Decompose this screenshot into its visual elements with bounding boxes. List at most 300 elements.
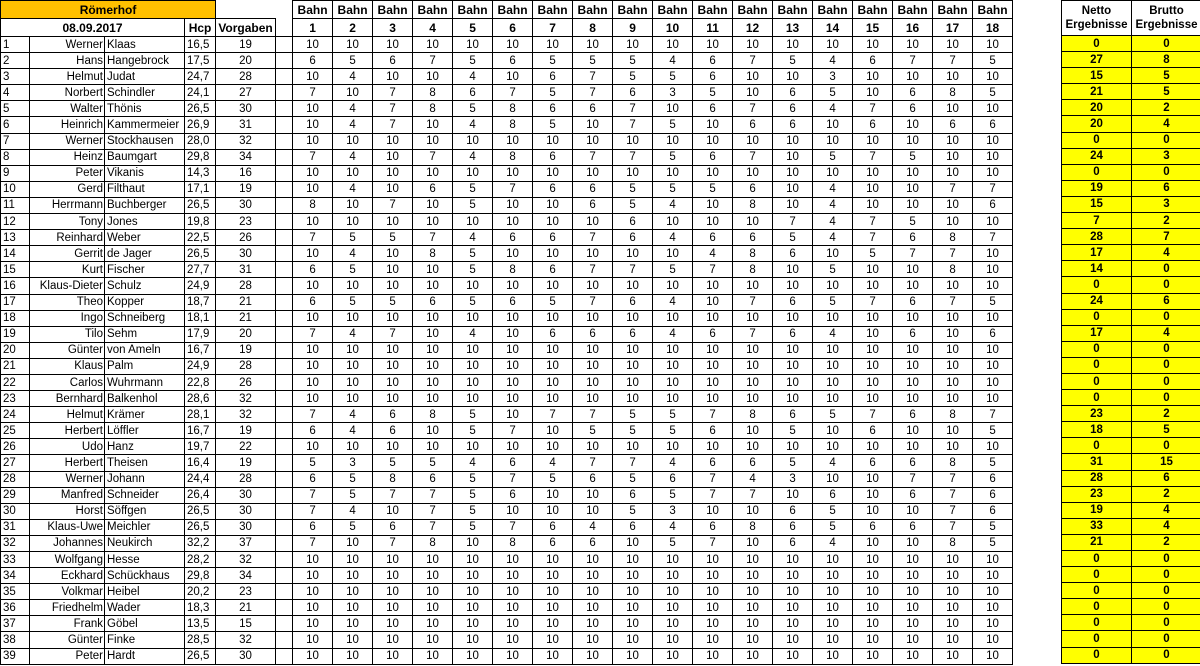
result-row — [1062, 631, 1200, 647]
hole-score-cell: 5 — [653, 535, 693, 551]
spacer-cell — [276, 342, 293, 358]
vorgaben-cell: 30 — [216, 648, 276, 664]
hole-score-cell: 10 — [373, 262, 413, 278]
hole-score-cell: 7 — [573, 262, 613, 278]
vorgaben-cell: 31 — [216, 262, 276, 278]
hole-score-cell: 10 — [613, 37, 653, 53]
last-name-cell: Löffler — [105, 423, 185, 439]
hole-score-cell: 5 — [773, 53, 813, 69]
hole-score-cell: 6 — [613, 326, 653, 342]
hole-score-cell: 5 — [973, 53, 1013, 69]
hole-score-cell: 10 — [813, 439, 853, 455]
hole-score-cell: 8 — [493, 149, 533, 165]
hole-score-cell: 10 — [893, 632, 933, 648]
first-name-cell: Herrmann — [30, 197, 105, 213]
hole-score-cell: 6 — [893, 85, 933, 101]
hole-score-cell: 10 — [653, 391, 693, 407]
hole-score-cell: 8 — [933, 535, 973, 551]
hcp-cell: 26,5 — [185, 246, 216, 262]
results-table — [1061, 0, 1200, 664]
hole-score-cell: 8 — [413, 535, 453, 551]
hole-score-cell: 10 — [533, 487, 573, 503]
hole-score-cell: 5 — [413, 455, 453, 471]
hole-score-cell: 10 — [613, 616, 653, 632]
hole-score-cell: 10 — [493, 439, 533, 455]
hole-score-cell: 10 — [373, 616, 413, 632]
hole-label: Bahn — [373, 1, 413, 19]
last-name-cell: Hanz — [105, 439, 185, 455]
hole-score-cell: 10 — [933, 214, 973, 230]
result-row — [1062, 454, 1200, 470]
hole-score-cell: 7 — [293, 326, 333, 342]
hole-score-cell: 10 — [693, 197, 733, 213]
hole-score-cell: 10 — [973, 391, 1013, 407]
hole-score-cell: 10 — [573, 310, 613, 326]
vorgaben-cell: 22 — [216, 439, 276, 455]
hole-score-cell: 10 — [853, 181, 893, 197]
hole-score-cell: 10 — [333, 584, 373, 600]
hole-score-cell: 6 — [893, 487, 933, 503]
hole-score-cell: 10 — [573, 342, 613, 358]
hole-score-cell: 10 — [853, 69, 893, 85]
hole-score-cell: 5 — [613, 503, 653, 519]
hole-score-cell: 10 — [573, 568, 613, 584]
result-row — [1062, 583, 1200, 599]
last-name-cell: Jones — [105, 214, 185, 230]
hole-score-cell: 6 — [853, 455, 893, 471]
spacer-cell — [276, 423, 293, 439]
hole-score-cell: 6 — [413, 471, 453, 487]
brutto-result-cell: 2 — [1132, 534, 1200, 550]
brutto-result-cell: 8 — [1132, 52, 1200, 68]
hole-score-cell: 6 — [293, 519, 333, 535]
table-row — [1, 230, 1013, 246]
vorgaben-cell: 20 — [216, 326, 276, 342]
hole-label: Bahn — [773, 1, 813, 19]
hole-score-cell: 10 — [933, 568, 973, 584]
hole-score-cell: 5 — [453, 423, 493, 439]
hole-score-cell: 10 — [453, 600, 493, 616]
hole-score-cell: 8 — [413, 85, 453, 101]
brutto-result-cell: 2 — [1132, 213, 1200, 229]
hole-score-cell: 10 — [933, 37, 973, 53]
hole-score-cell: 6 — [773, 519, 813, 535]
hole-score-cell: 10 — [773, 342, 813, 358]
hole-score-cell: 10 — [693, 648, 733, 664]
hole-score-cell: 7 — [613, 101, 653, 117]
vorgaben-cell: 23 — [216, 214, 276, 230]
netto-result-cell: 7 — [1062, 213, 1132, 229]
table-row — [1, 535, 1013, 551]
spacer-cell — [276, 648, 293, 664]
hole-score-cell: 5 — [373, 294, 413, 310]
last-name-cell: Hardt — [105, 648, 185, 664]
hole-score-cell: 10 — [693, 133, 733, 149]
hole-score-cell: 10 — [573, 165, 613, 181]
first-name-cell: Günter — [30, 632, 105, 648]
first-name-cell: Peter — [30, 165, 105, 181]
hole-score-cell: 10 — [573, 358, 613, 374]
result-row — [1062, 615, 1200, 631]
hole-score-cell: 6 — [533, 69, 573, 85]
last-name-cell: Balkenhol — [105, 391, 185, 407]
hole-score-cell: 10 — [653, 632, 693, 648]
club-name: Römerhof — [1, 1, 216, 19]
hole-score-cell: 10 — [413, 616, 453, 632]
hole-score-cell: 7 — [933, 487, 973, 503]
hole-score-cell: 5 — [373, 230, 413, 246]
hole-score-cell: 10 — [613, 278, 653, 294]
hole-number: 14 — [813, 19, 853, 37]
hole-score-cell: 10 — [293, 181, 333, 197]
hole-score-cell: 10 — [933, 552, 973, 568]
hole-score-cell: 6 — [893, 230, 933, 246]
spacer-cell — [276, 53, 293, 69]
first-name-cell: Hans — [30, 53, 105, 69]
hole-score-cell: 10 — [333, 616, 373, 632]
rank-cell: 7 — [1, 133, 30, 149]
netto-result-cell: 0 — [1062, 36, 1132, 52]
hole-score-cell: 10 — [653, 374, 693, 390]
vorgaben-cell: 21 — [216, 310, 276, 326]
spacer-cell — [276, 326, 293, 342]
hole-score-cell: 10 — [813, 600, 853, 616]
hole-score-cell: 10 — [893, 262, 933, 278]
spacer-cell — [276, 101, 293, 117]
hole-score-cell: 10 — [653, 37, 693, 53]
first-name-cell: Helmut — [30, 69, 105, 85]
hole-score-cell: 10 — [853, 439, 893, 455]
hole-score-cell: 10 — [853, 487, 893, 503]
hole-score-cell: 4 — [653, 230, 693, 246]
hcp-cell: 26,5 — [185, 519, 216, 535]
hole-score-cell: 10 — [493, 69, 533, 85]
hole-score-cell: 10 — [773, 69, 813, 85]
hole-score-cell: 10 — [853, 310, 893, 326]
hole-score-cell: 7 — [733, 487, 773, 503]
table-row — [1, 85, 1013, 101]
netto-result-cell: 0 — [1062, 438, 1132, 454]
hole-score-cell: 6 — [533, 230, 573, 246]
hole-score-cell: 6 — [973, 117, 1013, 133]
hole-label: Bahn — [933, 1, 973, 19]
hole-number: 15 — [853, 19, 893, 37]
hole-score-cell: 10 — [773, 181, 813, 197]
last-name-cell: Vikanis — [105, 165, 185, 181]
hole-score-cell: 10 — [373, 310, 413, 326]
table-row — [1, 407, 1013, 423]
result-row — [1062, 309, 1200, 325]
first-name-cell: Theo — [30, 294, 105, 310]
hole-score-cell: 10 — [453, 552, 493, 568]
hole-score-cell: 10 — [333, 374, 373, 390]
hole-score-cell: 10 — [293, 246, 333, 262]
hole-score-cell: 4 — [453, 149, 493, 165]
netto-result-cell: 18 — [1062, 422, 1132, 438]
netto-result-cell: 33 — [1062, 518, 1132, 534]
hole-score-cell: 10 — [373, 584, 413, 600]
hole-score-cell: 5 — [973, 423, 1013, 439]
hole-score-cell: 10 — [453, 165, 493, 181]
hole-score-cell: 7 — [693, 407, 733, 423]
hole-score-cell: 7 — [373, 117, 413, 133]
vorgaben-cell: 21 — [216, 294, 276, 310]
hole-score-cell: 5 — [333, 471, 373, 487]
hole-score-cell: 10 — [293, 584, 333, 600]
hole-score-cell: 7 — [893, 53, 933, 69]
rank-cell: 36 — [1, 600, 30, 616]
hole-score-cell: 10 — [573, 616, 613, 632]
hole-score-cell: 10 — [573, 584, 613, 600]
hole-score-cell: 10 — [493, 342, 533, 358]
hole-score-cell: 10 — [293, 342, 333, 358]
hole-score-cell: 7 — [733, 149, 773, 165]
hole-score-cell: 10 — [453, 214, 493, 230]
hole-score-cell: 10 — [333, 214, 373, 230]
hole-score-cell: 10 — [693, 310, 733, 326]
hole-score-cell: 4 — [653, 519, 693, 535]
hole-score-cell: 10 — [373, 246, 413, 262]
hole-score-cell: 5 — [973, 294, 1013, 310]
last-name-cell: Buchberger — [105, 197, 185, 213]
rank-cell: 3 — [1, 69, 30, 85]
hole-score-cell: 10 — [453, 648, 493, 664]
hole-score-cell: 8 — [493, 101, 533, 117]
hole-score-cell: 5 — [813, 294, 853, 310]
first-name-cell: Klaus-Uwe — [30, 519, 105, 535]
hole-score-cell: 10 — [933, 133, 973, 149]
hole-score-cell: 6 — [453, 85, 493, 101]
hole-score-cell: 10 — [613, 552, 653, 568]
hole-score-cell: 10 — [293, 632, 333, 648]
hole-score-cell: 7 — [733, 294, 773, 310]
hole-score-cell: 6 — [413, 294, 453, 310]
hole-score-cell: 10 — [933, 648, 973, 664]
vorgaben-cell: 32 — [216, 552, 276, 568]
hole-score-cell: 5 — [533, 117, 573, 133]
first-name-cell: Frank — [30, 616, 105, 632]
result-row — [1062, 164, 1200, 180]
hole-score-cell: 4 — [333, 246, 373, 262]
brutto-header-line-2: Ergebnisse — [1135, 19, 1198, 31]
netto-result-cell: 24 — [1062, 293, 1132, 309]
last-name-cell: Hangebrock — [105, 53, 185, 69]
hole-score-cell: 10 — [693, 439, 733, 455]
hole-score-cell: 5 — [653, 117, 693, 133]
vorgaben-cell: 28 — [216, 69, 276, 85]
hole-score-cell: 10 — [413, 310, 453, 326]
hole-score-cell: 10 — [933, 423, 973, 439]
hole-score-cell: 10 — [933, 101, 973, 117]
hole-score-cell: 7 — [733, 101, 773, 117]
hole-score-cell: 10 — [293, 165, 333, 181]
hole-score-cell: 3 — [653, 85, 693, 101]
result-row — [1062, 148, 1200, 164]
hcp-cell: 28,0 — [185, 133, 216, 149]
hole-score-cell: 7 — [693, 535, 733, 551]
hole-score-cell: 6 — [733, 117, 773, 133]
hole-score-cell: 5 — [333, 230, 373, 246]
last-name-cell: Weber — [105, 230, 185, 246]
table-row — [1, 101, 1013, 117]
hole-score-cell: 6 — [773, 101, 813, 117]
hole-score-cell: 10 — [413, 214, 453, 230]
hole-score-cell: 10 — [533, 600, 573, 616]
spacer-cell — [276, 181, 293, 197]
hole-score-cell: 4 — [333, 326, 373, 342]
hole-score-cell: 10 — [413, 632, 453, 648]
score-rows — [1, 37, 1013, 665]
hole-score-cell: 10 — [573, 487, 613, 503]
hcp-cell: 24,9 — [185, 358, 216, 374]
hole-score-cell: 10 — [413, 374, 453, 390]
hole-score-cell: 10 — [733, 535, 773, 551]
hole-score-cell: 10 — [413, 552, 453, 568]
hole-score-cell: 10 — [373, 600, 413, 616]
hole-score-cell: 10 — [613, 133, 653, 149]
rank-cell: 15 — [1, 262, 30, 278]
vorgaben-cell: 34 — [216, 149, 276, 165]
hole-score-cell: 7 — [293, 503, 333, 519]
hole-score-cell: 6 — [693, 519, 733, 535]
table-row — [1, 262, 1013, 278]
rank-cell: 30 — [1, 503, 30, 519]
hole-score-cell: 10 — [413, 133, 453, 149]
hole-score-cell: 10 — [693, 600, 733, 616]
hole-score-cell: 10 — [453, 584, 493, 600]
hole-score-cell: 10 — [973, 552, 1013, 568]
hole-score-cell: 6 — [973, 487, 1013, 503]
brutto-result-cell: 3 — [1132, 148, 1200, 164]
hole-score-cell: 3 — [773, 471, 813, 487]
brutto-result-cell: 0 — [1132, 277, 1200, 293]
vorgaben-cell: 19 — [216, 455, 276, 471]
hole-score-cell: 6 — [493, 230, 533, 246]
vorgaben-cell: 37 — [216, 535, 276, 551]
hole-score-cell: 10 — [653, 648, 693, 664]
hole-score-cell: 4 — [453, 455, 493, 471]
table-row — [1, 214, 1013, 230]
hole-score-cell: 10 — [853, 535, 893, 551]
hole-score-cell: 5 — [453, 53, 493, 69]
hole-score-cell: 6 — [773, 117, 813, 133]
netto-result-cell: 27 — [1062, 52, 1132, 68]
vorgaben-cell: 19 — [216, 181, 276, 197]
hole-score-cell: 10 — [853, 278, 893, 294]
hole-score-cell: 10 — [853, 471, 893, 487]
netto-result-cell: 21 — [1062, 534, 1132, 550]
result-row — [1062, 180, 1200, 196]
hole-score-cell: 5 — [653, 487, 693, 503]
hcp-cell: 24,9 — [185, 278, 216, 294]
last-name-cell: Judat — [105, 69, 185, 85]
hole-score-cell: 10 — [413, 439, 453, 455]
hole-score-cell: 10 — [413, 391, 453, 407]
hole-score-cell: 5 — [613, 423, 653, 439]
hole-score-cell: 10 — [493, 278, 533, 294]
hole-score-cell: 6 — [973, 503, 1013, 519]
hole-score-cell: 10 — [853, 358, 893, 374]
rank-cell: 38 — [1, 632, 30, 648]
hole-score-cell: 10 — [573, 37, 613, 53]
hole-score-cell: 6 — [773, 407, 813, 423]
hole-score-cell: 10 — [693, 503, 733, 519]
hole-score-cell: 10 — [933, 632, 973, 648]
hcp-cell: 19,7 — [185, 439, 216, 455]
hole-score-cell: 6 — [613, 230, 653, 246]
hole-score-cell: 10 — [773, 133, 813, 149]
hole-score-cell: 10 — [293, 214, 333, 230]
rank-cell: 18 — [1, 310, 30, 326]
spacer-cell — [276, 117, 293, 133]
hole-score-cell: 10 — [813, 568, 853, 584]
netto-header-line-2: Ergebnisse — [1065, 19, 1128, 31]
hcp-cell: 19,8 — [185, 214, 216, 230]
hole-score-cell: 5 — [893, 149, 933, 165]
netto-result-cell: 31 — [1062, 454, 1132, 470]
netto-result-cell: 23 — [1062, 406, 1132, 422]
result-row — [1062, 502, 1200, 518]
table-row — [1, 342, 1013, 358]
hcp-cell: 17,5 — [185, 53, 216, 69]
first-name-cell: Friedhelm — [30, 600, 105, 616]
hole-score-cell: 4 — [813, 230, 853, 246]
hole-score-cell: 10 — [973, 439, 1013, 455]
hcp-cell: 26,5 — [185, 101, 216, 117]
spacer-cell — [276, 616, 293, 632]
netto-result-cell: 0 — [1062, 373, 1132, 389]
hole-label: Bahn — [973, 1, 1013, 19]
last-name-cell: von Ameln — [105, 342, 185, 358]
table-row — [1, 503, 1013, 519]
hole-score-cell: 10 — [493, 552, 533, 568]
hole-score-cell: 5 — [613, 181, 653, 197]
hole-score-cell: 10 — [613, 165, 653, 181]
hole-score-cell: 10 — [733, 439, 773, 455]
hole-score-cell: 10 — [333, 568, 373, 584]
hole-score-cell: 6 — [533, 535, 573, 551]
table-row — [1, 423, 1013, 439]
result-row — [1062, 261, 1200, 277]
hole-score-cell: 10 — [853, 616, 893, 632]
hole-score-cell: 10 — [653, 552, 693, 568]
hole-score-cell: 10 — [893, 503, 933, 519]
rank-cell: 4 — [1, 85, 30, 101]
hole-score-cell: 10 — [693, 568, 733, 584]
hole-score-cell: 7 — [933, 519, 973, 535]
hole-score-cell: 5 — [773, 455, 813, 471]
hole-score-cell: 10 — [893, 374, 933, 390]
hole-score-cell: 5 — [773, 230, 813, 246]
hole-score-cell: 6 — [733, 181, 773, 197]
last-name-cell: Hesse — [105, 552, 185, 568]
hole-score-cell: 10 — [573, 439, 613, 455]
hole-score-cell: 10 — [373, 391, 413, 407]
hole-score-cell: 6 — [493, 294, 533, 310]
hole-score-cell: 10 — [893, 568, 933, 584]
hole-score-cell: 6 — [733, 230, 773, 246]
hole-score-cell: 5 — [613, 197, 653, 213]
vorgaben-cell: 28 — [216, 471, 276, 487]
spacer-cell — [276, 407, 293, 423]
hole-score-cell: 6 — [613, 519, 653, 535]
hole-score-cell: 5 — [653, 149, 693, 165]
spacer-cell — [276, 374, 293, 390]
hole-score-cell: 6 — [373, 423, 413, 439]
hole-score-cell: 10 — [333, 37, 373, 53]
last-name-cell: Söffgen — [105, 503, 185, 519]
brutto-result-cell: 4 — [1132, 502, 1200, 518]
